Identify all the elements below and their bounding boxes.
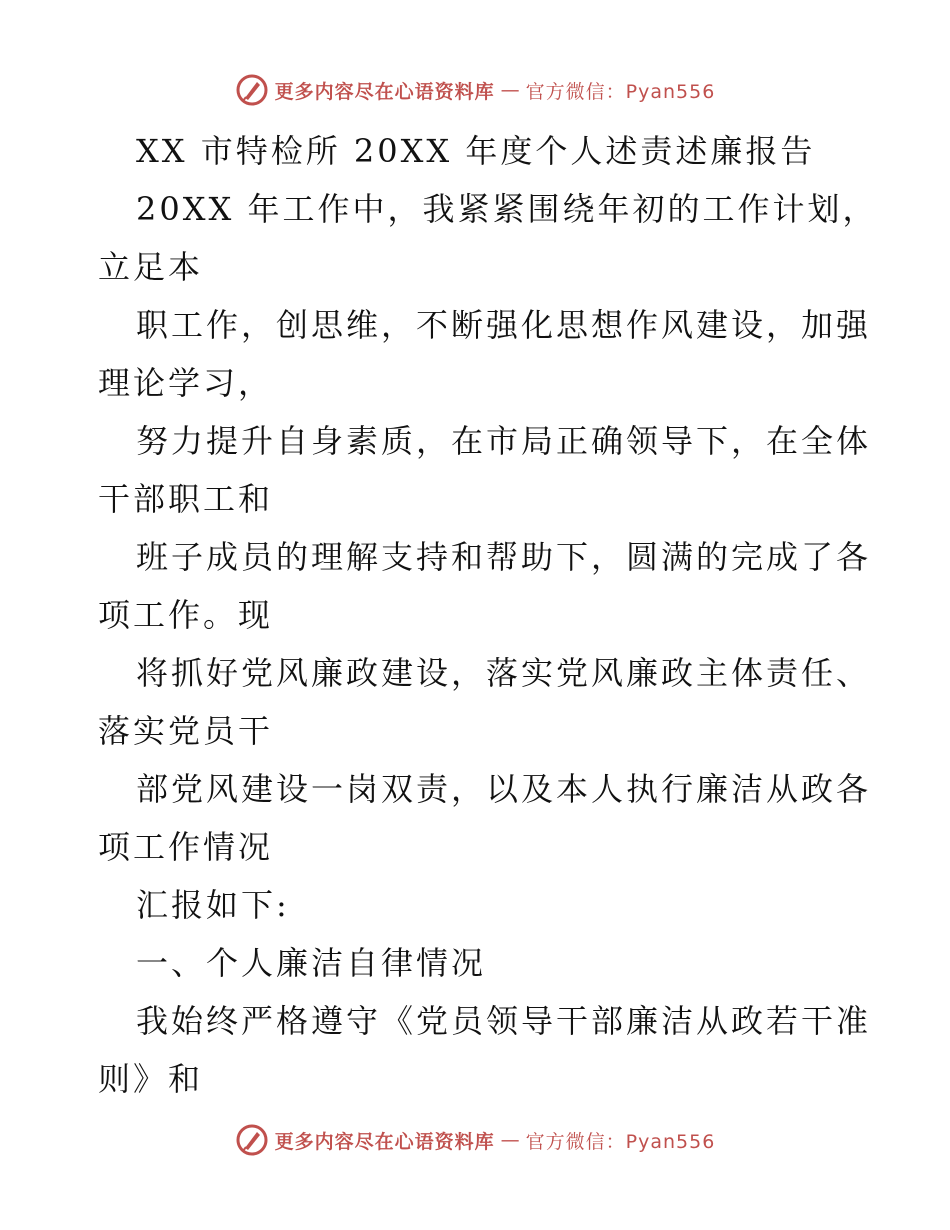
- paragraph-line: 班子成员的理解支持和帮助下，圆满的完成了各: [136, 538, 872, 576]
- paragraph-line: 部党风建设一岗双责，以及本人执行廉洁从政各: [136, 770, 872, 808]
- paragraph-line: 项工作情况: [98, 828, 274, 866]
- document-body: [98, 122, 878, 1108]
- quill-pen-logo-icon: [235, 73, 269, 107]
- paragraph-line: 将抓好党风廉政建设，落实党风廉政主体责任、: [136, 654, 872, 692]
- watermark-brand-text: 更多内容尽在心语资料库: [274, 80, 495, 103]
- paragraph-line: 干部职工和: [98, 480, 274, 518]
- paragraph-line: 汇报如下:: [136, 886, 290, 924]
- paragraph-line: 理论学习，: [98, 364, 274, 402]
- paragraph-line: 落实党员干: [98, 712, 274, 750]
- watermark-wechat-text: 官方微信：Pyan556: [525, 80, 716, 103]
- paragraph-line: 我始终严格遵守《党员领导干部廉洁从政若干准: [136, 1002, 872, 1040]
- paragraph-line: 努力提升自身素质，在市局正确领导下，在全体: [136, 422, 872, 460]
- quill-pen-logo-icon: [235, 1123, 269, 1157]
- watermark-separator: —: [500, 1129, 520, 1151]
- paragraph-line: 职工作，创思维，不断强化思想作风建设，加强: [136, 306, 872, 344]
- watermark-separator: —: [500, 79, 520, 101]
- footer-watermark: [0, 1120, 950, 1160]
- paragraph-line: 立足本: [98, 248, 204, 286]
- paragraph-line: 20XX 年工作中，我紧紧围绕年初的工作计划，: [136, 190, 878, 228]
- document-title: XX 市特检所 20XX 年度个人述责述廉报告: [136, 132, 816, 170]
- paragraph-line: 项工作。现: [98, 596, 274, 634]
- paragraph-line: 一、个人廉洁自律情况: [136, 944, 487, 982]
- header-watermark: [0, 70, 950, 110]
- watermark-wechat-text: 官方微信：Pyan556: [525, 1130, 716, 1153]
- watermark-brand-text: 更多内容尽在心语资料库: [274, 1130, 495, 1153]
- paragraph-line: 则》和: [98, 1060, 204, 1098]
